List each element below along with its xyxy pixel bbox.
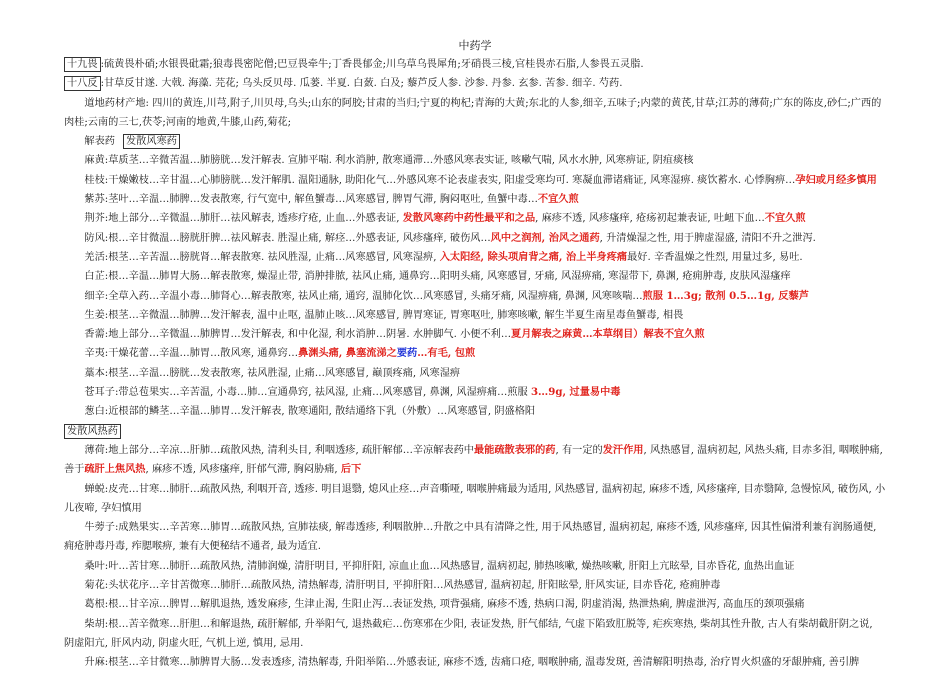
text-segment: 柴胡:根…苦辛微寒…肝胆…和解退热, 疏肝解郁, 升举阳气, 退热截疟…伤寒邪在少阳, 表证发热, 肝气郁结, 气虚下陷致肛脱等, 疟疾寒热, 柴胡其性升散, 古人有柴胡截肝阴之说, 阴虚阳亢, 肝风内动, 阴虚火旺, 气机上逆, 慎用, 忌用.: [64, 618, 873, 649]
highlight-text: 后下: [340, 463, 362, 476]
boxed-heading: 发散风寒药: [123, 134, 180, 149]
text-segment: 桑叶:叶…苦甘寒…肺肝…疏散风热, 清肺润燥, 清肝明目, 平抑肝阳, 凉血止血…风热感冒, 温病初起, 肺热咳嗽, 燥热咳嗽, 肝阳上亢眩晕, 目赤昏花, 血热出血证: [84, 560, 795, 572]
boxed-heading: 十八反: [64, 76, 101, 91]
text-segment: 羌活:根茎…辛苦温…膀胱肾…解表散寒. 祛风胜湿, 止痛…风寒感冒, 风寒湿痹,: [84, 251, 440, 263]
highlight-text-blue: 要药: [396, 347, 418, 360]
boxed-heading: 十九畏: [64, 57, 101, 72]
text-line: [64, 383, 886, 402]
boxed-heading: 发散风热药: [64, 424, 121, 439]
text-segment: 道地药材产地: 四川的黄连,川芎,附子,川贝母,乌头;山东的阿胶;甘肃的当归;宁夏的枸杞;青海的大黄;东北的人参,细辛,五味子;内蒙的黄芪,甘草;江苏的薄荷;广东的陈皮,砂仁;广西的肉桂;云南的三七,茯苓;河南的地黄,牛膝,山药,菊花;: [64, 97, 882, 128]
text-segment: 苍耳子:带总苞果实…辛苦温, 小毒…肺…宣通鼻窍, 祛风湿, 止痛…风寒感冒, 鼻渊, 风湿痹痛…煎服: [84, 387, 531, 399]
text-line: [64, 55, 886, 74]
text-line: [64, 267, 886, 286]
highlight-text: 孕妇或月经多慎用: [795, 173, 877, 186]
text-line: [64, 441, 886, 480]
text-line: [64, 190, 886, 209]
highlight-text: 风中之润剂, 治风之通药: [490, 231, 600, 244]
text-segment: 紫苏:茎叶…辛温…肺脾…发表散寒, 行气宽中, 解鱼蟹毒…风寒感冒, 脾胃气滞, 胸闷呕吐, 鱼蟹中毒…: [84, 194, 538, 206]
text-segment: 防风:根…辛甘微温…膀胱肝脾…祛风解表. 胜湿止痛, 解痉…外感表证, 风疹瘙痒, 破伤风…: [84, 232, 491, 244]
text-line: [64, 209, 886, 228]
text-segment: 牛蒡子:成熟果实…辛苦寒…肺胃…疏散风热, 宣肺祛痰, 解毒透疹, 利咽散肿…升散之中具有清降之性, 用于风热感冒, 温病初起, 麻疹不透, 风疹瘙痒, 因其性偏滑利兼有润肠通便, 痈疮肿毒丹毒, 痄腮喉痹, 兼有大便秘结不通者, 最为适宜.: [64, 522, 877, 553]
text-segment: , 升清燥湿之性, 用于脾虚湿盛, 清阳不升之泄泻.: [599, 232, 816, 244]
text-segment: 葱白:近根部的鳞茎…辛温…肺胃…发汗解表, 散寒通阳, 散结通络下乳（外敷）…风寒感冒, 阴盛格阳: [84, 406, 536, 418]
text-line: [64, 557, 886, 576]
text-segment: 桂枝:干燥嫩枝…辛甘温…心肺膀胱…发汗解肌. 温阳通脉, 助阳化气…外感风寒不论表虚表实, 阳虚受寒均可. 寒凝血滞诸痛证, 风寒湿痹. 痰饮蓄水. 心悸胸痹…: [84, 174, 796, 186]
highlight-text: 不宜久煎: [764, 212, 806, 225]
text-segment: 辛夷:干燥花蕾…辛温…肺胃…散风寒, 通鼻窍…: [84, 348, 299, 360]
text-line: [64, 287, 886, 306]
text-segment: , 风热感冒, 温病初起, 风热头痛, 目赤多泪, 咽喉肿痛, 善于: [64, 444, 883, 476]
text-line: [64, 151, 886, 170]
text-segment: 细辛:全草入药…辛温小毒…肺肾心…解表散寒, 祛风止痛, 通窍, 温肺化饮…风寒感冒, 头痛牙痛, 风湿痹痛, 鼻渊, 风寒咳喘…: [84, 290, 643, 302]
text-segment: 藁本:根茎…辛温…膀胱…发表散寒, 祛风胜湿, 止痛…风寒感冒, 巅顶疼痛, 风寒湿痹: [84, 367, 461, 379]
text-line: [64, 325, 886, 344]
text-line: [64, 576, 886, 595]
text-segment: 生姜:根茎…辛微温…肺脾…发汗解表, 温中止呕, 温肺止咳…风寒感冒, 脾胃寒证, 胃寒呕吐, 肺寒咳嗽, 解生半夏生南星毒鱼蟹毒, 相畏: [84, 309, 684, 321]
highlight-text: 发散风寒药中药性最平和之品: [402, 212, 536, 225]
text-segment: , 麻疹不透, 风疹瘙痒, 疮疡初起兼表证, 吐衄下血…: [535, 213, 765, 225]
text-line: [64, 94, 886, 133]
highlight-text: 煎服 1…3g; 散剂 0.5…1g, 反藜芦: [642, 289, 809, 302]
text-segment: , 有一定的: [555, 444, 603, 456]
highlight-text: 不宜久煎: [537, 193, 579, 206]
text-line: [64, 615, 886, 654]
text-segment: :硫黄畏朴硝;水银畏砒霜;狼毒畏密陀僧;巴豆畏牵牛;丁香畏郁金;川乌草乌畏犀角;牙硝畏三棱,官桂畏赤石脂,人参畏五灵脂.: [100, 59, 644, 70]
text-line: [64, 653, 886, 672]
highlight-text: 最能疏散表邪的药: [474, 443, 556, 456]
highlight-text: 夏月解表之麻黄…本草纲目）解表不宜久煎: [511, 328, 705, 341]
text-segment: 菊花:头状花序…辛甘苦微寒…肺肝…疏散风热, 清热解毒, 清肝明目, 平抑肝阳…风热感冒, 温病初起, 肝阳眩晕, 肝风实证, 目赤昏花, 疮痈肿毒: [84, 580, 721, 592]
highlight-text: 3…9g, 过量易中毒: [530, 386, 621, 399]
document-body: [64, 55, 886, 673]
text-segment: 薄荷:地上部分…辛凉…肝肺…疏散风热, 清利头目, 利咽透疹, 疏肝解郁…辛凉解表药中: [84, 444, 474, 456]
text-segment: :甘草反甘遂. 大戟. 海藻. 芫花; 乌头反贝母. 瓜蒌. 半夏. 白蔹. 白及; 藜芦反人参. 沙参. 丹参. 玄参. 苦参. 细辛. 芍药.: [100, 78, 623, 90]
text-line: [64, 74, 886, 93]
text-line: [64, 171, 886, 190]
text-line: [64, 306, 886, 325]
highlight-text: 疏肝上焦风热: [84, 463, 146, 476]
text-segment: 荆芥:地上部分…辛微温…肺肝…祛风解表, 透疹疗疮, 止血…外感表证,: [84, 213, 403, 225]
section-label: 解表药: [84, 136, 115, 148]
highlight-text: …有毛, 包煎: [417, 347, 476, 360]
highlight-text: 入太阳经, 除头项肩背之痛, 治上半身疼痛: [439, 250, 628, 263]
text-segment: 最好. 辛香温燥之性烈, 用量过多, 易吐.: [627, 251, 803, 263]
text-line: [64, 229, 886, 248]
text-line: [64, 595, 886, 614]
text-line: [64, 248, 886, 267]
text-segment: 麻黄:草质茎…辛微苦温…肺膀胱…发汗解表. 宣肺平喘. 利水消肿, 散寒通滞…外感风寒表实证, 咳嗽气喘, 风水水肿, 风寒痹证, 阴疽痰核: [84, 155, 694, 167]
text-segment: 蝉蜕:皮壳…甘寒…肺肝…疏散风热, 利咽开音, 透疹. 明目退翳, 熄风止痉…声音嘶哑, 咽喉肿痛最为适用, 风热感冒, 温病初起, 麻疹不透, 风疹瘙痒, 目赤翳障, 急慢惊风, 破伤风, 小儿夜啼, 孕妇慎用: [64, 483, 886, 514]
text-segment: 香薷:地上部分…辛微温…肺脾胃…发汗解表, 和中化湿, 利水消肿…阴暑. 水肿脚气. 小便不利…: [84, 329, 512, 341]
text-line: [64, 480, 886, 519]
text-segment: 升麻:根茎…辛甘微寒…肺脾胃大肠…发表透疹, 清热解毒, 升阳举陷…外感表证, 麻疹不透, 齿痛口疮, 咽喉肿痛, 温毒发斑, 善清解阳明热毒, 治疗胃火炽盛的牙龈肿痛, 善引脾: [84, 657, 860, 669]
text-line: [64, 422, 886, 441]
text-segment: , 麻疹不透, 风疹瘙痒, 肝郁气滞, 胸闷胁痛,: [145, 464, 341, 476]
page-title: 中药学: [458, 39, 492, 52]
text-line: [64, 344, 886, 363]
text-segment: 葛根:根…甘辛凉…脾胃…解肌退热, 透发麻疹, 生津止渴, 生阳止泻…表证发热, 项背强痛, 麻疹不透, 热病口渴, 阴虚消渴, 热泄热痢, 脾虚泄泻, 高血压的颈项强痛: [84, 599, 805, 611]
text-line: [84, 132, 886, 151]
text-line: [64, 518, 886, 557]
text-segment: 白芷:根…辛温…肺胃大肠…解表散寒, 燥湿止带, 消肿排脓, 祛风止痛, 通鼻窍…阳明头痛, 风寒感冒, 牙痛, 风湿痹痛, 寒湿带下, 鼻渊, 疮痈肿毒, 皮肤风湿瘙痒: [84, 271, 791, 283]
text-line: [64, 402, 886, 421]
highlight-text: 发汗作用: [602, 443, 644, 456]
highlight-text: 鼻渊头痛, 鼻塞流涕之: [298, 347, 397, 360]
text-line: [64, 364, 886, 383]
